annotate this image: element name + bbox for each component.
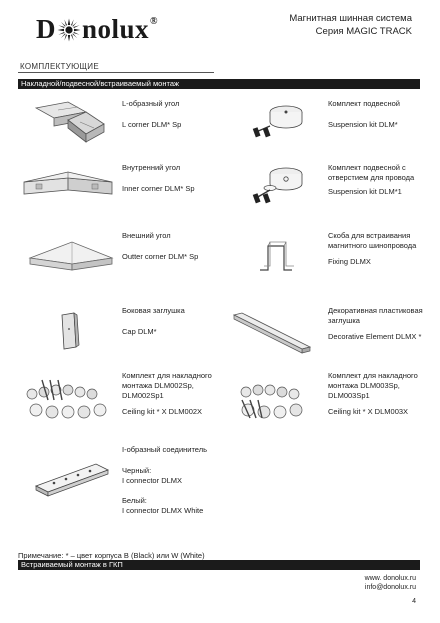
item-code: Decorative Element DLMX * [328,332,422,341]
l-corner-icon [28,98,110,144]
connector-black-label: Черный: [122,466,152,475]
item-code: Inner corner DLM* Sp [122,184,195,193]
series-name: Серия MAGIC TRACK [315,26,412,37]
item-label: Комплект подвесной [328,99,400,108]
page-number: 4 [412,598,416,605]
suspension-kit-wire-icon [248,162,308,208]
item-code: Cap DLM* [122,327,157,336]
sun-logo-icon [57,18,81,42]
section-title: КОМПЛЕКТУЮЩИЕ [20,62,99,71]
item-code: Outter corner DLM* Sp [122,252,199,261]
ceiling-kit-icon [22,378,114,426]
item-label: Комплект подвесной с отверстием для провода [328,163,415,182]
item-label: Комплект для накладного монтажа DLM002Sp, DLM002Sp1 [122,371,212,400]
item-label: Боковая заглушка [122,306,185,315]
suspension-kit-icon [248,100,308,144]
fixing-bracket-icon [256,236,296,276]
item-label: Внешний угол [122,231,171,240]
item-label: I-образный соединитель [122,445,208,454]
item-code: Suspension kit DLM*1 [328,187,402,196]
item-code: Suspension kit DLM* [328,120,398,129]
system-name: Магнитная шинная система [289,13,412,24]
registered-mark: ® [150,16,159,27]
outer-corner-icon [26,236,116,274]
side-cap-icon [58,311,80,351]
brand-name: nolux [82,14,150,44]
connector-white-label: Белый: [122,496,147,505]
brand-letter: D [36,14,56,44]
item-code: L corner DLM* Sp [122,120,182,129]
header-series [289,12,412,38]
ceiling-kit-icon [236,378,314,426]
inner-corner-icon [22,168,114,202]
connector-white-code: I connector DLMX White [122,506,204,515]
item-label: Скоба для встраивания магнитного шинопровода [328,231,417,250]
footer-contacts [365,574,416,592]
section-divider [18,72,214,73]
brand-logo [36,14,158,45]
color-note: Примечание: * – цвет корпуса B (Black) или W (White) [18,551,205,560]
item-label: Внутренний угол [122,163,181,172]
drywall-mounting-bar: Встраиваемый монтаж в ГКП [18,560,420,570]
item-label: Декоративная пластиковая заглушка [328,306,423,325]
mounting-type-bar: Накладной/подвесной/встраиваемый монтаж [18,79,420,89]
i-connector-icon [32,460,112,500]
connector-black-code: I connector DLMX [122,476,183,485]
item-code: Ceiling kit * X DLM002X [122,407,203,416]
item-code: Fixing DLMX [328,257,371,266]
item-label: L-образный угол [122,99,180,108]
website-link[interactable]: www. donolux.ru [364,575,416,582]
item-label: Комплект для накладного монтажа DLM003Sp, DLM003Sp1 [328,371,418,400]
email-link[interactable]: info@donolux.ru [364,584,416,591]
item-code: Ceiling kit * X DLM003X [328,407,409,416]
decorative-element-icon [230,311,314,355]
